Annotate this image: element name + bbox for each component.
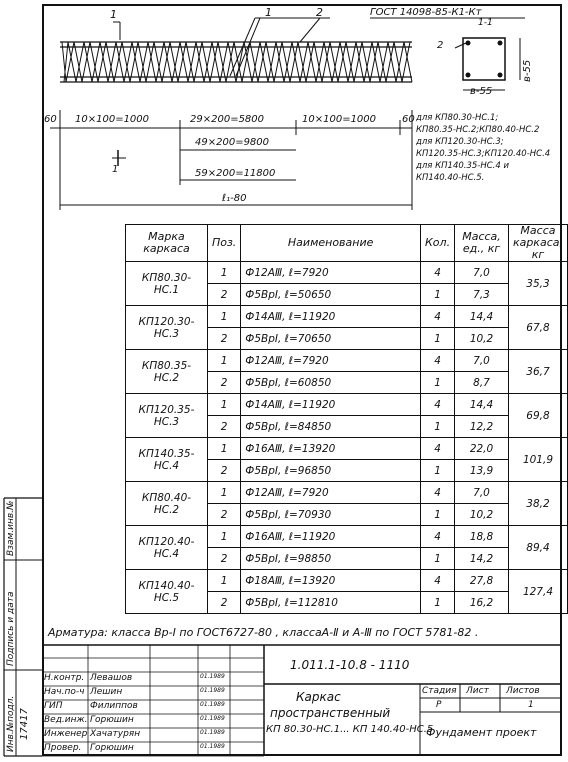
- cut-mark-bottom: 1: [112, 164, 119, 175]
- cage-mark: КП120.35-НС.3: [126, 394, 208, 438]
- dim-10x100-left: 10×100=1000: [75, 114, 150, 125]
- header-name: Наименование: [241, 225, 421, 262]
- section-b-side: в-55: [522, 59, 533, 82]
- name-cell: Ф16АⅢ, ℓ=13920: [241, 438, 421, 460]
- unit-mass-cell: 14,4: [455, 394, 509, 416]
- approval-role: Нач.по-ч: [44, 687, 85, 697]
- approval-name: Хачатурян: [90, 729, 141, 739]
- callout-2: 2: [316, 6, 323, 19]
- qty-cell: 4: [421, 526, 455, 548]
- approval-role: ГИП: [44, 701, 63, 711]
- cage-total-mass: 35,3: [508, 262, 567, 306]
- note-line: КП140.40-НС.5.: [416, 173, 485, 183]
- approval-name: Лешин: [90, 687, 123, 697]
- name-cell: Ф16АⅢ, ℓ=11920: [241, 526, 421, 548]
- approval-role: Вед.инж.: [44, 715, 88, 725]
- unit-mass-cell: 14,4: [455, 306, 509, 328]
- armature-note: Арматура: класса Вр-Ⅰ по ГОСТ6727-80 , классаА-Ⅱ и А-Ⅲ по ГОСТ 5781-82 .: [48, 626, 479, 639]
- approval-date: 01.1989: [200, 729, 225, 736]
- section-b-bottom: в-55: [470, 86, 493, 97]
- approval-date: 01.1989: [200, 673, 225, 680]
- position-cell: 2: [207, 504, 240, 526]
- dim-29x200: 29×200=5800: [190, 114, 265, 125]
- position-cell: 1: [207, 350, 240, 372]
- unit-mass-cell: 14,2: [455, 548, 509, 570]
- dim-10x100-right: 10×100=1000: [302, 114, 377, 125]
- qty-cell: 1: [421, 372, 455, 394]
- name-cell: Ф12АⅢ, ℓ=7920: [241, 262, 421, 284]
- unit-mass-cell: 7,0: [455, 350, 509, 372]
- note-line: для КП80.30-НС.1;: [416, 113, 499, 123]
- name-cell: Ф12АⅢ, ℓ=7920: [241, 350, 421, 372]
- dim-49x200: 49×200=9800: [195, 137, 270, 148]
- position-cell: 1: [207, 482, 240, 504]
- qty-cell: 4: [421, 482, 455, 504]
- cage-total-mass: 101,9: [508, 438, 567, 482]
- cage-total-mass: 127,4: [508, 570, 567, 614]
- stage-value: Р: [436, 700, 442, 710]
- name-cell: Ф5ВрⅠ, ℓ=112810: [241, 592, 421, 614]
- name-cell: Ф5ВрⅠ, ℓ=60850: [241, 372, 421, 394]
- cage-mark: КП140.35-НС.4: [126, 438, 208, 482]
- name-cell: Ф5ВрⅠ, ℓ=98850: [241, 548, 421, 570]
- unit-mass-cell: 7,0: [455, 482, 509, 504]
- note-line: для КП140.35-НС.4 и: [416, 161, 510, 171]
- organization: Фундамент проект: [426, 726, 537, 739]
- header-total-mass: Масса каркаса, кг: [508, 225, 567, 262]
- unit-mass-cell: 10,2: [455, 328, 509, 350]
- unit-mass-cell: 16,2: [455, 592, 509, 614]
- approval-date: 01.1989: [200, 715, 225, 722]
- cage-total-mass: 38,2: [508, 482, 567, 526]
- sheet-header: Лист: [466, 686, 489, 696]
- cage-mark: КП80.35-НС.2: [126, 350, 208, 394]
- approval-date: 01.1989: [200, 701, 225, 708]
- qty-cell: 4: [421, 438, 455, 460]
- dim-60-left: 60: [44, 114, 57, 125]
- name-cell: Ф12АⅢ, ℓ=7920: [241, 482, 421, 504]
- approval-role: Провер.: [44, 743, 82, 753]
- cage-mark: КП120.40-НС.4: [126, 526, 208, 570]
- stage-header: Стадия: [422, 686, 457, 696]
- header-pos: Поз.: [207, 225, 240, 262]
- name-cell: Ф14АⅢ, ℓ=11920: [241, 306, 421, 328]
- approval-name: Горюшин: [90, 743, 134, 753]
- cage-mark: КП140.40-НС.5: [126, 570, 208, 614]
- approval-name: Горюшин: [90, 715, 134, 725]
- side-inv-orig: Инв.№подл.: [6, 695, 16, 752]
- position-cell: 2: [207, 372, 240, 394]
- qty-cell: 4: [421, 570, 455, 592]
- approval-name: Левашов: [90, 673, 133, 683]
- cage-mark: КП120.30-НС.3: [126, 306, 208, 350]
- unit-mass-cell: 18,8: [455, 526, 509, 548]
- qty-cell: 1: [421, 416, 455, 438]
- dim-60-right: 60: [402, 114, 415, 125]
- unit-mass-cell: 13,9: [455, 460, 509, 482]
- dim-l1: ℓ₁-80: [222, 193, 247, 204]
- note-line: КП120.35-НС.3;КП120.40-НС.4: [416, 149, 551, 159]
- cage-mark: КП80.40-НС.2: [126, 482, 208, 526]
- name-cell: Ф5ВрⅠ, ℓ=84850: [241, 416, 421, 438]
- gost-top: ГОСТ 14098-85-К1-Кт: [370, 7, 482, 18]
- position-cell: 1: [207, 262, 240, 284]
- approval-name: Филиппов: [90, 701, 138, 711]
- position-cell: 1: [207, 394, 240, 416]
- callout-1: 1: [265, 6, 272, 19]
- header-qty: Кол.: [421, 225, 455, 262]
- unit-mass-cell: 7,0: [455, 262, 509, 284]
- side-sign-date: Подпись и дата: [6, 591, 16, 666]
- qty-cell: 1: [421, 592, 455, 614]
- name-cell: Ф5ВрⅠ, ℓ=50650: [241, 284, 421, 306]
- unit-mass-cell: 22,0: [455, 438, 509, 460]
- titleblock-code: 1.011.1-10.8 - 1110: [290, 658, 410, 672]
- titleblock-name-2: пространственный: [270, 706, 391, 720]
- unit-mass-cell: 10,2: [455, 504, 509, 526]
- note-line: КП80.35-НС.2;КП80.40-НС.2: [416, 125, 540, 135]
- approval-role: Инженер: [44, 729, 88, 739]
- cage-total-mass: 69,8: [508, 394, 567, 438]
- qty-cell: 1: [421, 328, 455, 350]
- qty-cell: 1: [421, 460, 455, 482]
- name-cell: Ф5ВрⅠ, ℓ=70650: [241, 328, 421, 350]
- qty-cell: 4: [421, 306, 455, 328]
- position-cell: 2: [207, 592, 240, 614]
- position-cell: 2: [207, 460, 240, 482]
- approval-date: 01.1989: [200, 687, 225, 694]
- section-label: 1-1: [478, 18, 493, 28]
- position-cell: 1: [207, 526, 240, 548]
- name-cell: Ф14АⅢ, ℓ=11920: [241, 394, 421, 416]
- header-unit-mass: Масса, ед., кг: [455, 225, 509, 262]
- qty-cell: 1: [421, 548, 455, 570]
- name-cell: Ф18АⅢ, ℓ=13920: [241, 570, 421, 592]
- position-cell: 2: [207, 416, 240, 438]
- titleblock-name-3: КП 80.30-НС.1... КП 140.40-НС.5: [266, 724, 434, 735]
- note-line: для КП120.30-НС.3;: [416, 137, 504, 147]
- position-cell: 2: [207, 548, 240, 570]
- cage-total-mass: 89,4: [508, 526, 567, 570]
- cut-mark-top: 1: [110, 8, 117, 21]
- qty-cell: 1: [421, 284, 455, 306]
- qty-cell: 4: [421, 350, 455, 372]
- unit-mass-cell: 12,2: [455, 416, 509, 438]
- cage-total-mass: 67,8: [508, 306, 567, 350]
- name-cell: Ф5ВрⅠ, ℓ=70930: [241, 504, 421, 526]
- section-callout-2: 2: [437, 40, 444, 51]
- position-cell: 2: [207, 328, 240, 350]
- position-cell: 1: [207, 438, 240, 460]
- unit-mass-cell: 27,8: [455, 570, 509, 592]
- approval-role: Н.контр.: [44, 673, 85, 683]
- cage-total-mass: 36,7: [508, 350, 567, 394]
- unit-mass-cell: 7,3: [455, 284, 509, 306]
- qty-cell: 4: [421, 262, 455, 284]
- sheets-header: Листов: [506, 686, 540, 696]
- header-mark: Марка каркаса: [126, 225, 208, 262]
- position-cell: 1: [207, 570, 240, 592]
- position-cell: 2: [207, 284, 240, 306]
- titleblock-name-1: Каркас: [296, 690, 341, 704]
- side-inv-dup: Взам.инв.№: [6, 500, 16, 556]
- approval-date: 01.1989: [200, 743, 225, 750]
- position-cell: 1: [207, 306, 240, 328]
- cage-mark: КП80.30-НС.1: [126, 262, 208, 306]
- unit-mass-cell: 8,7: [455, 372, 509, 394]
- side-inv-number: 17417: [19, 708, 30, 740]
- qty-cell: 1: [421, 504, 455, 526]
- dim-59x200: 59×200=11800: [195, 168, 276, 179]
- sheets-value: 1: [528, 700, 534, 710]
- name-cell: Ф5ВрⅠ, ℓ=96850: [241, 460, 421, 482]
- qty-cell: 4: [421, 394, 455, 416]
